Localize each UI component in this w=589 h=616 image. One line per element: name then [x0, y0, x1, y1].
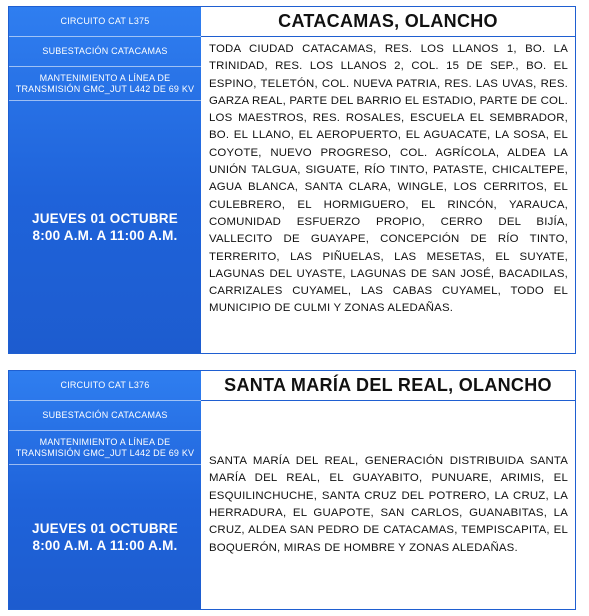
maintenance-label: [9, 67, 201, 101]
maintenance-line-1: MANTENIMIENTO A LÍNEA DE: [39, 436, 171, 447]
schedule-date: JUEVES 01 OCTUBRE: [32, 521, 178, 536]
maintenance-line-2: TRANSMISIÓN GMC_JUT L442 DE 69 KV: [15, 447, 195, 458]
outage-card-1: [8, 6, 576, 354]
details-panel: [201, 371, 575, 609]
location-title: SANTA MARÍA DEL REAL, OLANCHO: [201, 371, 575, 401]
maintenance-line-1: MANTENIMIENTO A LÍNEA DE: [39, 72, 171, 83]
schedule-date: JUEVES 01 OCTUBRE: [32, 211, 178, 226]
schedule-panel: [9, 7, 201, 353]
schedule-time: 8:00 A.M. A 11:00 A.M.: [32, 538, 178, 553]
location-title: CATACAMAS, OLANCHO: [201, 7, 575, 37]
substation-label: SUBESTACIÓN CATACAMAS: [9, 37, 201, 67]
maintenance-label: [9, 431, 201, 465]
circuit-label: CIRCUITO CAT L375: [9, 7, 201, 37]
details-panel: [201, 7, 575, 353]
schedule-datetime: [9, 465, 201, 609]
affected-areas-text: SANTA MARÍA DEL REAL, GENERACIÓN DISTRIBUIDA SANTA MARÍA DEL REAL, EL GUAYABITO, PUNUARE, ARIMIS, EL ESQUILINCHUCHE, SANTA CRUZ DEL POTRERO, LA CRUZ, LA HERRADURA, EL GUAPOTE, SAN CARLOS, GUANABITAS, LA CRUZ, ALDEA SAN PEDRO DE CATACAMAS, TEMPISCAPITA, EL BOQUERÓN, MIRAS DE HOMBRE Y ZONAS ALEDAÑAS.: [209, 455, 568, 554]
outage-card-2: [8, 370, 576, 610]
affected-areas: [201, 37, 575, 353]
maintenance-line-2: TRANSMISIÓN GMC_JUT L442 DE 69 KV: [15, 83, 195, 94]
schedule-time: 8:00 A.M. A 11:00 A.M.: [32, 228, 178, 243]
affected-areas: [201, 401, 575, 609]
circuit-label: CIRCUITO CAT L376: [9, 371, 201, 401]
substation-label: SUBESTACIÓN CATACAMAS: [9, 401, 201, 431]
schedule-datetime: [9, 101, 201, 353]
schedule-panel: [9, 371, 201, 609]
affected-areas-text: TODA CIUDAD CATACAMAS, RES. LOS LLANOS 1, BO. LA TRINIDAD, RES. LOS LLANOS 2, COL. 15 DE SEP., BO. EL ESPINO, TELETÓN, COL. NUEVA PATRIA, RES. LAS UVAS, RES. GARZA REAL, PARTE DEL BARRIO EL ESTADIO, PARTE DE COL. LOS MAESTROS, RES. ROSALES, ESCUELA EL SEMBRADOR, BO. EL LLANO, EL AEROPUERTO, EL AGUACATE, LA SOSA, EL COYOTE, NUEVO PROGRESO, COL. AGRÍCOLA, ALDEA LA UNIÓN TALGUA, SIGUATE, RÍO TINTO, PATASTE, CHICALTEPE, AGUA BLANCA, SANTA CLARA, WINGLE, LOS CERRITOS, EL CULEBRERO, EL HORMIGUERO, EL RINCÓN, YARAUCA, COMUNIDAD ESFUERZO PROPIO, CERRO DEL BIJÍA, VALLECITO DE GUAYAPE, CONCEPCIÓN DE RÍO TINTO, TERRERITO, LAS PIÑUELAS, LAS MESETAS, EL SUYATE, LAGUNAS DEL UYASTE, LAGUNAS DE SAN JOSÉ, BACADILAS, CARRIZALES CUYAMEL, LAS CABAS CUYAMEL, TODO EL MUNICIPIO DE CULMI Y ZONAS ALEDAÑAS.: [209, 43, 568, 315]
